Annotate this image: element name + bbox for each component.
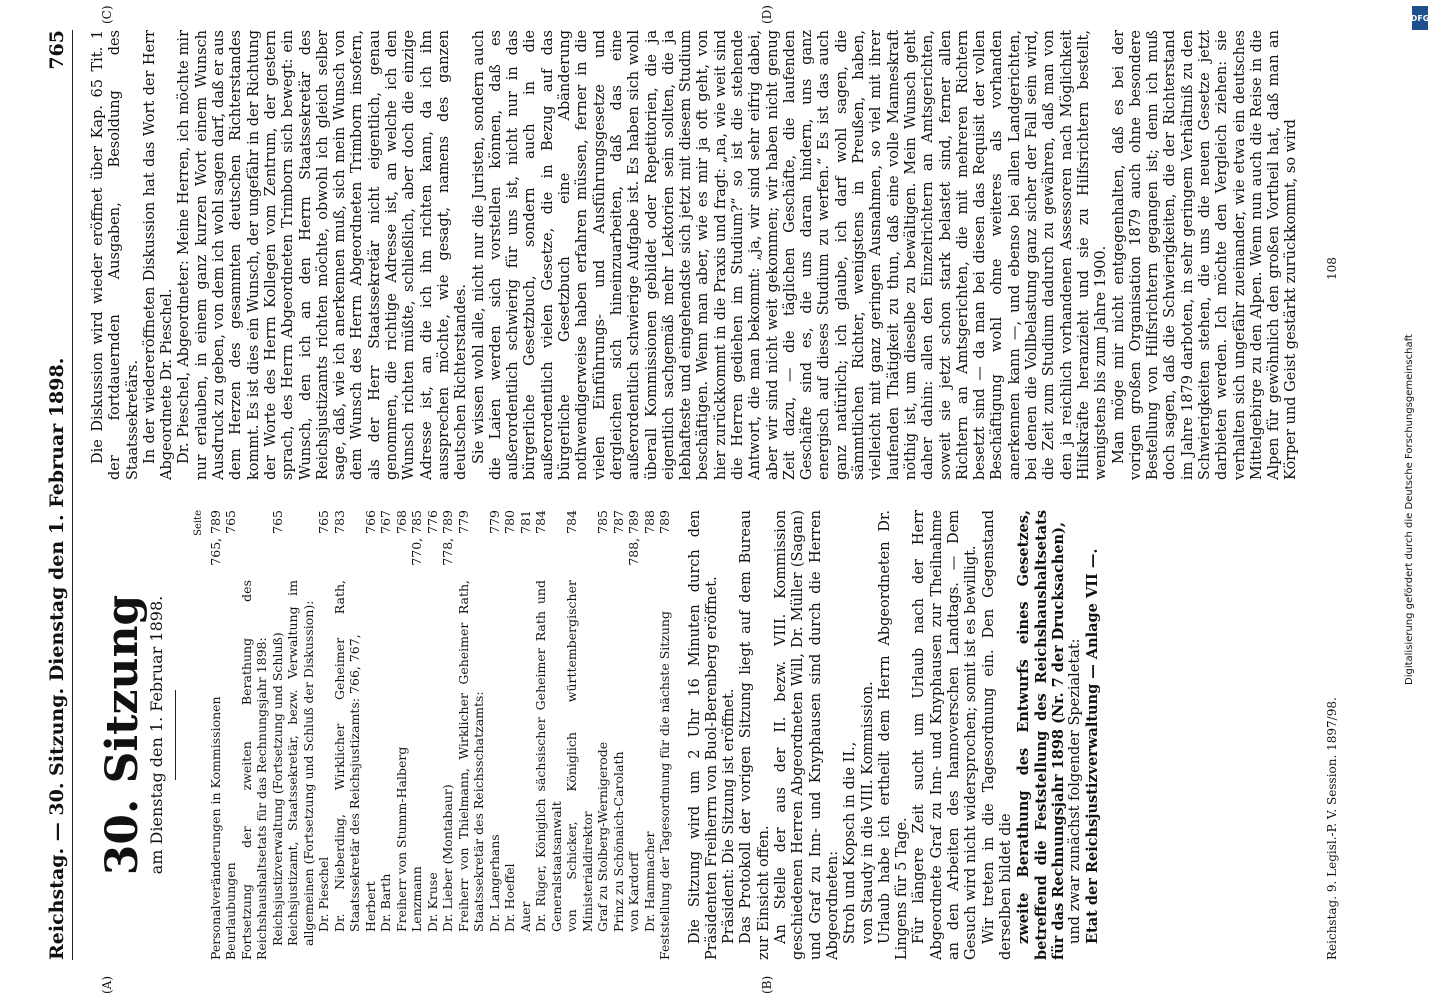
body-paragraph: Stroh und Kopsch in die II., [842,741,859,944]
body-paragraph: Die Diskussion wird wieder eröffnet über Kap. 65 Tit. 1 der fortdauernden Ausgaben, Besoldung des Staatssekretärs. [90,30,141,480]
margin-letter-d: (D) [760,5,774,24]
toc-entry-page: 781 [517,510,533,534]
body-paragraph: In der wiedereröffneten Diskussion hat das Wort der Herr Abgeordnete Dr. Pieschel. [141,30,176,480]
toc-entry [208,510,224,960]
running-header [40,30,73,960]
toc-entry-text: Reichsjustizverwaltung (Fortsetzung und Schluß) [269,632,285,946]
toc-entry [626,510,642,960]
toc-entry-text: Auer [517,901,533,932]
toc-entry-page [239,510,270,580]
body-paragraph: Präsident: Die Sitzung ist eröffnet. [721,688,738,944]
toc-entry-page: 765 [269,510,285,534]
toc-entry [487,510,503,960]
toc-entry-page: 788 [641,510,657,534]
toc-entry-page [285,510,316,580]
right-body [90,30,1301,480]
toc-entry [456,510,487,960]
toc-entry-text: Lenzmann [409,866,425,932]
toc-entry-text: Feststellung der Tagesordnung für die nächste Sitzung [657,611,673,960]
toc-entry-page: 780 [502,510,518,534]
toc-entry [642,510,658,960]
header-title: Reichstag. — 30. Sitzung. Dienstag den 1. Februar 1898. [46,357,68,960]
dfg-logo: DFG [1412,6,1428,30]
digitization-credit: Digitalisierung gefördert durch die Deutsche Forschungsgemeinschaft [1404,334,1415,686]
toc-entry-text: von Kardorff [626,852,642,932]
right-column [90,30,1301,480]
left-body [687,510,1102,960]
body-paragraph: Für längere Zeit sucht um Urlaub nach der Herr Abgeordnete Graf zu Inn- und Knyphausen zur Theilnahme an den Arbeiten des hannoverschen Landtags. — Dem Gesuch wird nicht widersprochen; somit ist es bewilligt. [911,510,980,960]
toc-entry-page: 787 [610,510,626,534]
toc-entry-text: Dr. Langerhans [486,834,502,932]
body-paragraph: Das Protokoll der vorigen Sitzung liegt auf dem Bureau zur Einsicht offen. [738,510,772,960]
toc-entry-page: 765 [316,510,332,534]
toc-entry-text: Beurlaubungen [223,862,239,960]
toc-entry-page: 788, 789 [626,510,642,566]
toc-entry [440,510,456,960]
toc-entry-text: Dr. Lieber (Montabaur) [440,784,456,932]
toc-entry [611,510,627,960]
toc-entry [378,510,394,960]
body-paragraph: von Staudy in die VIII. Kommission. [859,681,876,944]
toc-entry [285,510,316,960]
toc-entry-page: 785 [595,510,611,534]
toc-entry-page: 768 [393,510,409,534]
toc-entry-text: Freiherr von Stumm-Halberg [393,746,409,932]
session-date: am Dienstag den 1. Februar 1898. [147,595,166,875]
toc-entry [409,510,425,960]
toc-entry-text: Dr. Hammacher [641,831,657,932]
body-paragraph: Dr. Pieschel, Abgeordneter: Meine Herren, ich möchte mir nur erlauben, in einem ganz kurzen Wort einem Wunsch Ausdruck zu geben, von dem ich wohl sagen darf, daß er aus dem Herzen des gesammten deutschen Richterstandes kommt. Es ist dies ein Wunsch, der ungefähr in der Richtung der Worte des Herrn Kollegen vom Zentrum, der gestern sprach, des Herrn Abgeordneten Trimborn sich bewegt: ein Wunsch, den ich an den Herrn Staatssekretär des Reichsjustizamts richten möchte, obwohl ich gleich selber sage, daß, wie ich anerkennen muß, sich mein Wunsch von dem Wunsch des Herrn Abgeordneten Trimborn insofern, als der Herr Staatssekretär nicht eigentlich, genau genommen, die richtige Adresse ist, an welche ich den Wunsch richten müßte, schließlich, aber doch die einzige Adresse ist, an die ich ihn richten kann, da ich ihn aussprechen möchte, wie gesagt, namens des ganzen deutschen Richterstandes. [176,30,470,480]
body-paragraph: zweite Berathung des Entwurfs eines Gesetzes, betreffend die Feststellung des Reichshaushaltsetats für das Rechnungsjahr 1898 (Nr. 7 der Drucksachen), [1015,510,1067,960]
toc-entry-page: 766 [362,510,378,534]
toc-entry-text: Dr. Pieschel [316,856,332,932]
toc-entry [363,510,379,960]
toc-entry-text: Dr. Nieberding, Wirklicher Geheimer Rath, Staatssekretär des Reichsjustizamts: 766, 767, [331,580,363,932]
toc-entry [425,510,441,960]
toc-entry [657,510,673,960]
toc-entry-page: 784 [533,510,549,534]
toc-entry-page: 778, 789 [440,510,456,566]
toc-entry-text: Prinz zu Schönaich-Carolath [610,751,626,932]
toc-entry-page: 789 [657,510,673,534]
body-paragraph: Etat der Reichsjustizverwaltung — Anlage VII —. [1084,548,1102,944]
toc-entry-page: 783 [331,510,347,534]
toc-entry [518,510,534,960]
toc-entry-text: Dr. Kruse [424,872,440,932]
toc-entry-page: 779 [455,510,471,534]
toc-entry [394,510,410,960]
margin-letter-a: (A) [100,975,114,994]
toc-entry-page: 784 [564,510,580,534]
toc-seite-label: Seite [193,510,205,536]
margin-letter-b: (B) [760,975,774,994]
page-content [40,5,1340,994]
body-paragraph: Man möge mir nicht entgegenhalten, daß es bei der vorigen großen Organisation 1879 auch ohne besondere Bestellung von Hilfsrichtern gegangen ist; denn ich muß doch sagen, daß die Schwierigkeiten, die der Richterstand im Jahre 1879 darboten, in sehr geringem Verhältniß zu den Schwierigkeiten stehen, die uns die neuen Gesetze jetzt darbieten werden. Ich möchte den Vergleich ziehen: sie verhalten sich ungefähr zueinander, wie etwa ein deutsches Mittelgebirge zu den Alpen. Wenn nun auch die Reise in die Alpen für gewöhnlich den großen Vortheil hat, daß man an Körper und Geist gestärkt zurückkommt, so wird [1110,30,1300,480]
toc-entry-text: Dr. Rüger, Königlich sächsischer Geheimer Rath und Generalstaatsanwalt [533,580,564,932]
toc-entry [533,510,564,960]
left-column [90,510,1102,960]
footer-sheet-number: 108 [1325,257,1339,280]
toc-entry-text: Graf zu Stolberg-Wernigerode [595,741,611,932]
header-page-number: 765 [46,30,68,70]
toc-entry-page: 776 [424,510,440,534]
toc-entry-text: Reichsjustizamt, Staatssekretär, bezw. Verwaltung im allgemeinen (Fortsetzung und Schluß der Diskussion): [285,580,316,946]
title-rule [175,690,176,780]
toc-entry-text: Personalveränderungen in Kommissionen [207,696,223,960]
toc-entry-text: Freiherr von Thielmann, Wirklicher Geheimer Rath, Staatssekretär des Reichsschatzamts: [455,580,487,932]
toc-entry-text: Fortsetzung der zweiten Berathung des Reichshaushaltsetats für das Rechnungsjahr 1898: [238,580,270,960]
table-of-contents [208,510,673,960]
session-title: 30. Sitzung [97,594,148,876]
toc-entry-text: Dr. Barth [378,873,394,932]
body-paragraph: Wir treten in die Tagesordnung ein. Den Gegenstand derselben bildet die [980,510,1014,960]
body-paragraph: Sie wissen wohl alle, nicht nur die Juristen, sondern auch die Laien werden sich vorstellen können, daß es außerordentlich schwierig für uns ist, nicht nur in das bürgerliche Gesetzbuch, sondern auch in die außerordentlich vielen Gesetze, die in Bezug auf das bürgerliche Gesetzbuch eine Abänderung nothwendigerweise haben erfahren müssen, ferner in die vielen Einführungs- und Ausführungsgesetze und dergleichen sich hineinzuarbeiten, daß das eine außerordentlich schwierige Aufgabe ist. Es haben sich wohl überall Kommissionen gebildet oder Repetitorien, die ja eigentlich sachgemäß mehr Lektorien sein sollten, die ja lebhafteste und eingehendste sich jetzt mit diesem Studium beschäftigen. Wenn man aber, wie es mir ja oft geht, von hier zurückkommt in die Praxis und fragt: „na, wie weit sind die Herren gediehen im Studium?“ so ist die stehende Antwort, die man bekommt: „ja, wir sind sehr eifrig dabei, aber wir sind nicht weit gekommen; wir haben nicht genug Zeit dazu, — die täglichen Geschäfte, die laufenden Geschäfte sind es, die uns daran hindern, uns ganz energisch auf dieses Studium zu werfen.“ Es ist das auch ganz natürlich; ich glaube, ich darf wohl sagen, die sämmtlichen Richter, wenigstens in Preußen, haben, vielleicht mit ganz geringen Ausnahmen, so viel mit ihrer laufenden Thätigkeit zu thun, daß eine volle Manneskraft nöthig ist, um dieselbe zu bewältigen. Mein Wunsch geht daher dahin: allen den Einzelrichtern an Amtsgerichten, soweit sie jetzt schon stark belastet sind, ferner allen Richtern an Amtsgerichten, die mit mehreren Richtern besetzt sind — da man bei diesen das Requisit der vollen Beschäftigung wohl ohne weiteres als vorhanden anerkennen kann —, und ebenso bei allen Landgerichten, bei denen die Vollbelastung ganz sicher der Fall sein wird, die Zeit zum Studium dadurch zu gewähren, daß man von den ja reichlich vorhandenen Assessoren nach Möglichkeit Hilfskräfte heranzieht und sie zu Hilfsrichtern bestellt, wenigstens bis zum Jahre 1900. [470,30,1110,480]
toc-entry [564,510,595,960]
toc-entry [332,510,363,960]
body-paragraph: Urlaub habe ich ertheilt dem Herrn Abgeordneten Dr. Lingens für 5 Tage. [876,510,911,960]
toc-entry [502,510,518,960]
toc-entry-page: 767 [378,510,394,534]
margin-letter-c: (C) [100,5,114,24]
toc-entry-page: 765, 789 [207,510,223,566]
toc-entry [239,510,270,960]
toc-entry-text: Herbert [362,881,378,932]
toc-entry [223,510,239,960]
toc-entry-page: 779 [486,510,502,534]
body-paragraph: Die Sitzung wird um 2 Uhr 16 Minuten durch den Präsidenten Freiherrn von Buol-Berenberg eröffnet. [686,510,720,960]
toc-entry-text: Dr. Hoeffel [502,863,518,932]
toc-entry-page: 765 [223,510,239,534]
toc-entry [316,510,332,960]
footer-session: Reichstag. 9. Legisl.-P. V. Session. 1897/98. [1325,697,1339,960]
toc-entry-page: 770, 785 [409,510,425,566]
toc-entry [270,510,286,960]
toc-entry [595,510,611,960]
body-paragraph: und zwar zunächst folgender Spezialetat: [1067,638,1084,944]
toc-entry-text: von Schicker, Königlich württembergischer Ministerialdirektor [564,580,595,932]
body-paragraph: An Stelle der aus der II. bezw. VIII. Kommission geschiedenen Herren Abgeordneten Will, Dr. Müller (Sagan) und Graf zu Inn- und Knyphausen sind durch die Herren Abgeordneten: [773,510,841,960]
